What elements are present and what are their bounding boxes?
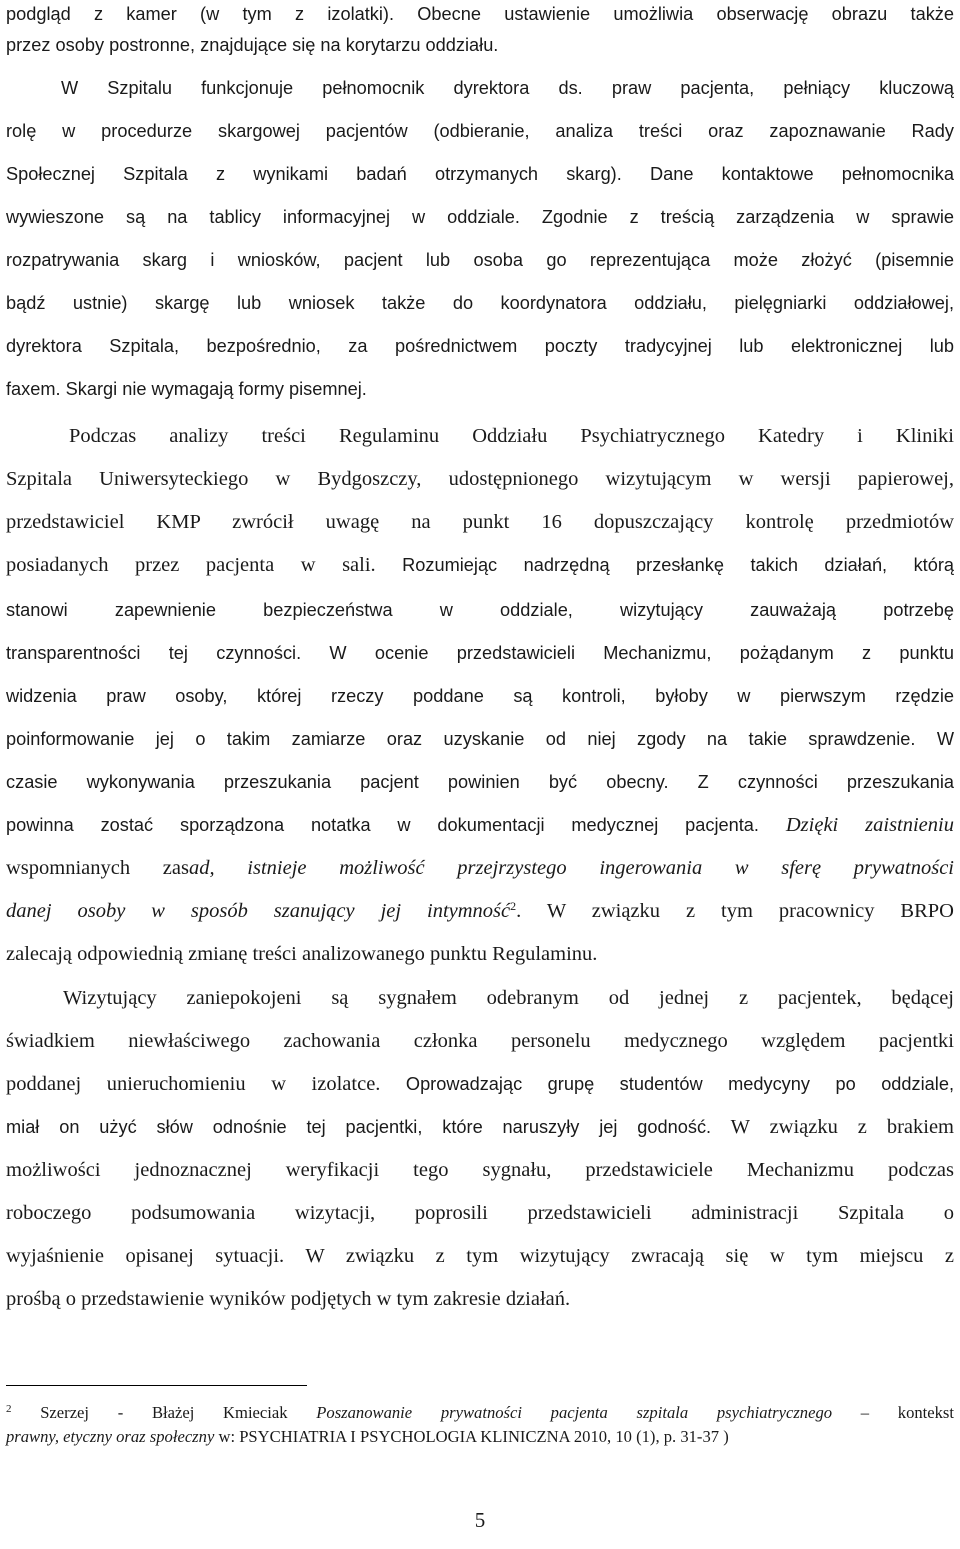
text: podgląd z kamer (w tym z izolatki). Obecne ustawienie umożliwia obserwację obrazu także	[6, 4, 954, 24]
text: prawny, etyczny oraz społeczny	[6, 1427, 215, 1446]
footnote-line	[6, 1402, 954, 1424]
text: ad, istnieje możliwość przejrzystego ingerowania w sferę prywatności	[188, 857, 954, 879]
paragraph-line	[6, 119, 954, 143]
text: transparentności tej czynności. W ocenie przedstawicieli Mechanizmu, pożądanym z punktu	[6, 643, 954, 663]
text: Szerzej - Błażej Kmieciak	[11, 1403, 317, 1422]
text: rozpatrywania skarg i wniosków, pacjent lub osoba go reprezentująca może złożyć (pisemnie	[6, 250, 954, 270]
text: Dzięki zaistnieniu	[758, 814, 954, 836]
text: czasie wykonywania przeszukania pacjent powinien być obecny. Z czynności przeszukania	[6, 772, 954, 792]
text: możliwości jednoznacznej weryfikacji tego sygnału, przedstawiciele Mechanizmu podczas	[6, 1159, 954, 1181]
text: Poszanowanie prywatności pacjenta szpitala psychiatrycznego	[316, 1403, 833, 1422]
text: – kontekst	[832, 1403, 954, 1422]
text: W związku z brakiem	[711, 1116, 954, 1138]
text: W Szpitalu funkcjonuje pełnomocnik dyrektora ds. praw pacjenta, pełniący kluczową	[61, 78, 954, 98]
paragraph-line	[6, 1201, 954, 1225]
paragraph-line	[6, 856, 954, 880]
text: Wizytujący zaniepokojeni są sygnałem odebranym od jednej z pacjentek, będącej	[63, 987, 954, 1009]
paragraph-line	[6, 1158, 954, 1182]
paragraph-line	[6, 2, 954, 26]
text: posiadanych przez pacjenta w sali.	[6, 554, 376, 576]
paragraph-line	[6, 684, 954, 708]
text: przez osoby postronne, znajdujące się na korytarzu oddziału.	[6, 35, 499, 55]
text: poddanej unieruchomieniu w izolatce.	[6, 1073, 381, 1095]
text: powinna zostać sporządzona notatka w dokumentacji medycznej pacjenta.	[6, 815, 759, 835]
paragraph-line	[69, 424, 954, 448]
paragraph-line	[63, 986, 954, 1010]
text: faxem. Skargi nie wymagają formy pisemnej.	[6, 379, 367, 399]
footnote-line	[6, 1426, 954, 1448]
paragraph-line	[6, 598, 954, 622]
text: Szpitala Uniwersyteckiego w Bydgoszczy, udostępnionego wizytującym w wersji papierowej,	[6, 468, 954, 490]
paragraph-line	[6, 248, 954, 272]
text: poinformowanie jej o takim zamiarze oraz uzyskanie od niej zgody na takie sprawdzenie. W	[6, 729, 954, 749]
paragraph-line	[6, 641, 954, 665]
page-number: 5	[474, 1508, 486, 1532]
text: dyrektora Szpitala, bezpośrednio, za pośrednictwem poczty tradycyjnej lub elektronicznej lub	[6, 336, 954, 356]
paragraph-line	[6, 553, 954, 578]
text: Społecznej Szpitala z wynikami badań otrzymanych skarg). Dane kontaktowe pełnomocnika	[6, 164, 954, 184]
text: bądź ustnie) skargę lub wniosek także do koordynatora oddziału, pielęgniarki oddziałowej,	[6, 293, 954, 313]
paragraph-line	[6, 899, 954, 923]
paragraph-line	[6, 467, 954, 491]
text: rolę w procedurze skargowej pacjentów (odbieranie, analiza treści oraz zapoznawanie Rady	[6, 121, 954, 141]
paragraph-line	[6, 770, 954, 794]
footnote-separator	[6, 1385, 307, 1386]
paragraph-line	[6, 205, 954, 229]
paragraph-line	[6, 1287, 954, 1311]
footnote-number: 2	[6, 1403, 12, 1415]
text: danej osoby w sposób szanujący jej intymność	[6, 900, 511, 922]
text: miał on użyć słów odnośnie tej pacjentki, które naruszyły jej godność.	[6, 1117, 712, 1137]
footnote-reference[interactable]: 2	[510, 899, 517, 913]
paragraph-line	[6, 727, 954, 751]
text: stanowi zapewnienie bezpieczeństwa w oddziale, wizytujący zauważają potrzebę	[6, 600, 954, 620]
text: wspomnianych zas	[6, 857, 189, 879]
paragraph-line	[6, 377, 954, 401]
paragraph-line	[6, 942, 954, 966]
paragraph-line	[6, 1115, 954, 1140]
text: Oprowadzając grupę studentów medycyny po oddziale,	[380, 1074, 954, 1094]
text: roboczego podsumowania wizytacji, poprosili przedstawicieli administracji Szpitala o	[6, 1202, 954, 1224]
text: wywieszone są na tablicy informacyjnej w oddziale. Zgodnie z treścią zarządzenia w sprawie	[6, 207, 954, 227]
paragraph-line	[6, 334, 954, 358]
paragraph-line	[6, 1029, 954, 1053]
text: przedstawiciel KMP zwrócił uwagę na punkt 16 dopuszczający kontrolę przedmiotów	[6, 511, 954, 533]
text: w: PSYCHIATRIA I PSYCHOLOGIA KLINICZNA 2010, 10 (1), p. 31-37 )	[214, 1427, 729, 1446]
paragraph-line	[6, 33, 954, 57]
text: prośbą o przedstawienie wyników podjętych w tym zakresie działań.	[6, 1288, 571, 1310]
paragraph-line	[6, 1072, 954, 1097]
text: zalecają odpowiednią zmianę treści analizowanego punktu Regulaminu.	[6, 943, 598, 965]
text: widzenia praw osoby, której rzeczy poddane są kontroli, byłoby w pierwszym rzędzie	[6, 686, 954, 706]
paragraph-line	[6, 291, 954, 315]
paragraph-line	[6, 1244, 954, 1268]
paragraph-line	[6, 813, 954, 838]
paragraph-line	[6, 162, 954, 186]
text: . W związku z tym pracownicy BRPO	[516, 900, 954, 922]
paragraph-line	[61, 76, 954, 100]
text: wyjaśnienie opisanej sytuacji. W związku z tym wizytujący zwracają się w tym miejscu z	[6, 1245, 954, 1267]
document-page	[6, 0, 954, 1549]
text: Podczas analizy treści Regulaminu Oddziału Psychiatrycznego Katedry i Kliniki	[69, 425, 954, 447]
paragraph-line	[6, 510, 954, 534]
text: świadkiem niewłaściwego zachowania członka personelu medycznego względem pacjentki	[6, 1030, 954, 1052]
text: Rozumiejąc nadrzędną przesłankę takich działań, którą	[375, 555, 955, 575]
